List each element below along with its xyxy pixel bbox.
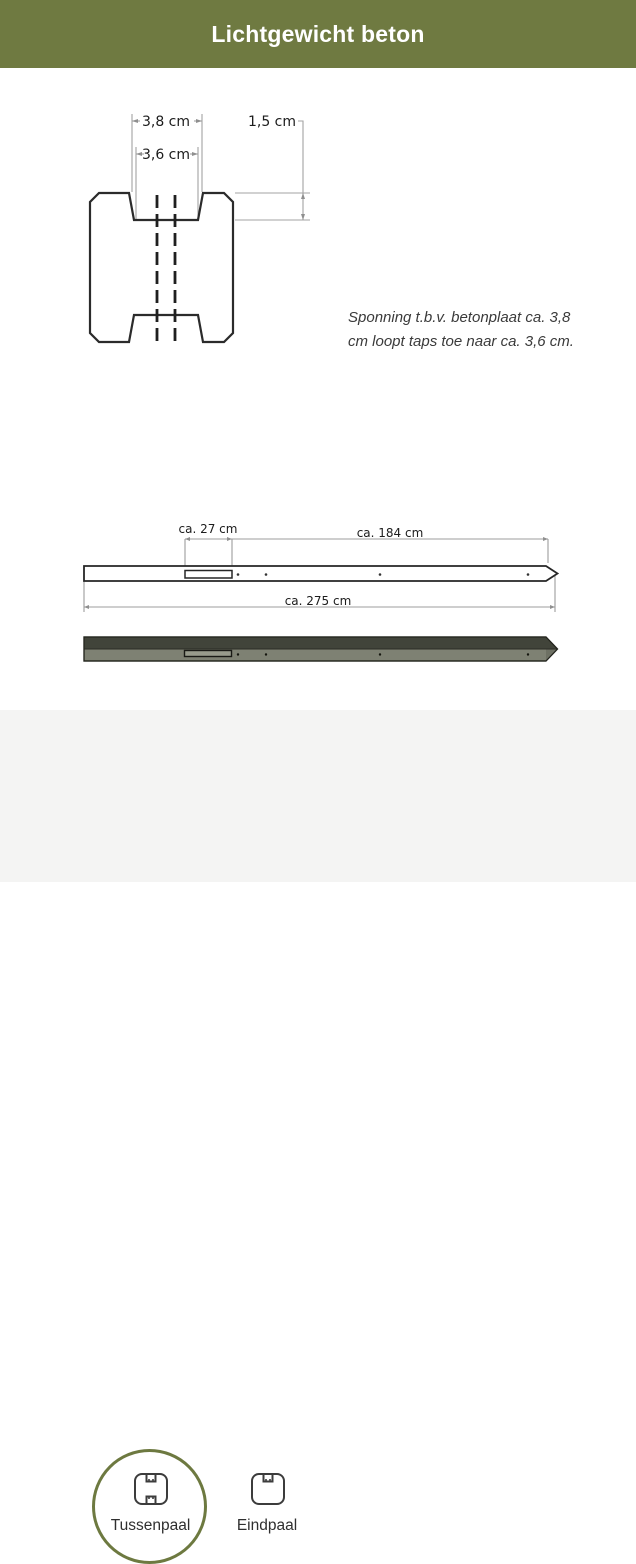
dark-post-top-facet: [84, 637, 558, 649]
dim-label-slot: ca. 27 cm: [178, 522, 238, 536]
option-label-tussenpaal[interactable]: Tussenpaal: [110, 1517, 191, 1534]
sponning-note-line2: cm loopt taps toe naar ca. 3,6 cm.: [348, 333, 574, 350]
cross-section-drawing: [60, 100, 330, 370]
sponning-note: [348, 306, 588, 354]
dim-label-depth: 1,5 cm: [247, 114, 297, 130]
header-banner: [0, 0, 636, 68]
eindpaal-post-icon[interactable]: [250, 1472, 286, 1506]
post-type-options-section: [0, 710, 636, 1534]
post-side-outline: [84, 566, 558, 581]
side-view-render-dark: [60, 628, 580, 673]
option-label-eindpaal[interactable]: Eindpaal: [236, 1517, 298, 1534]
dim-label-bottom-width: 3,6 cm: [141, 147, 191, 163]
dim-label-to-tip: ca. 184 cm: [356, 526, 424, 540]
dim-label-total: ca. 275 cm: [284, 594, 352, 608]
tussenpaal-post-icon[interactable]: [133, 1472, 169, 1506]
post-cross-section-outline: [90, 193, 233, 342]
selected-option-ring: [92, 1449, 207, 1564]
post-slot-outline: [185, 571, 232, 579]
side-view-drawing: [60, 515, 580, 620]
dim-label-top-width: 3,8 cm: [141, 114, 191, 130]
sponning-note-line1: Sponning t.b.v. betonplaat ca. 3,8: [348, 309, 571, 326]
dark-post-slot: [185, 651, 232, 657]
page-title: Lichtgewicht beton: [211, 20, 425, 47]
